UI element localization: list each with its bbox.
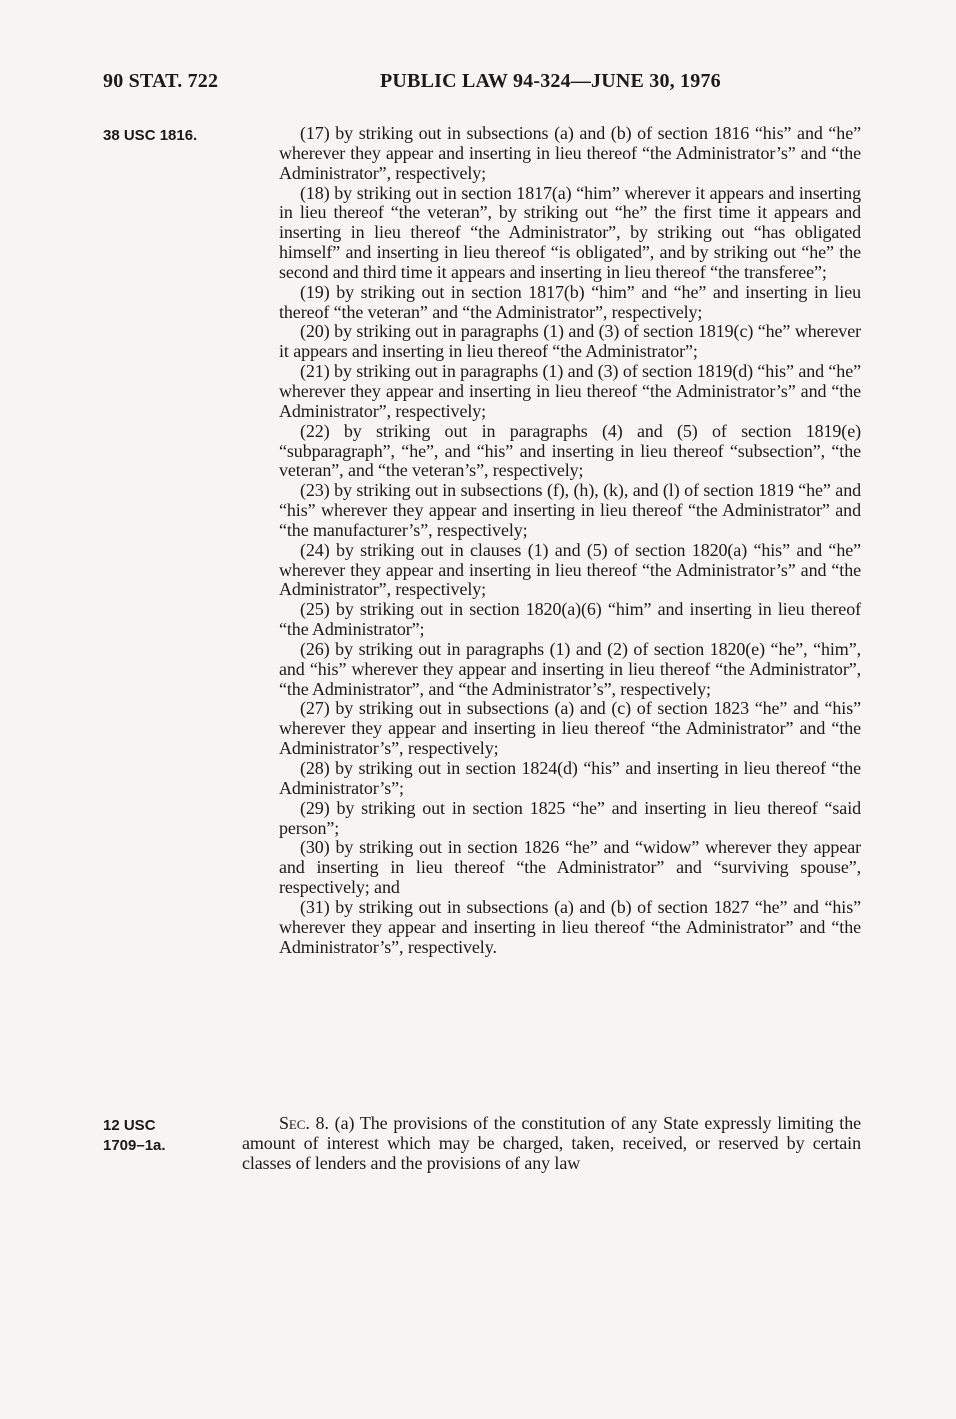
paragraph-17: (17) by striking out in subsections (a) and (b) of section 1816 “his” and “he” wherever they appear and inserting in lieu thereof “the Administrator’s” and “the Administrator”, respectively; [279,123,861,183]
paragraph-28: (28) by striking out in section 1824(d) “his” and inserting in lieu thereof “the Administrator’s”; [279,758,861,798]
paragraph-25: (25) by striking out in section 1820(a)(6) “him” and inserting in lieu thereof “the Administrator”; [279,599,861,640]
paragraph-18: (18) by striking out in section 1817(a) “him” wherever it appears and inserting in lieu thereof “the veteran”, by striking out “he” the first time it appears and inserting in lieu thereof “the Administrator”, by striking out “has obligated himself” and inserting in lieu thereof “is obligated”, and by striking out “he” the second and third time it appears and inserting in lieu thereof “the transferee”; [279,182,861,282]
margin-citation-38-usc [103,126,197,146]
paragraph-29: (29) by striking out in section 1825 “he” and inserting in lieu thereof “said person”; [279,797,861,838]
section-8-paragraph [242,1114,861,1174]
page-number-header: 90 STAT. 722 [103,70,219,92]
paragraph-23: (23) by striking out in subsections (f), (h), (k), and (l) of section 1819 “he” and “his” wherever they appear and inserting in lieu thereof “the Administrator” and “the manufacturer’s”, respectively; [279,480,861,540]
margin-citation-line: 12 USC [103,1117,156,1134]
paragraph-24: (24) by striking out in clauses (1) and (5) of section 1820(a) “his” and “he” wherever they appear and inserting in lieu thereof “the Administrator’s” and “the Administrator”, respectively; [279,539,861,600]
paragraph-22: (22) by striking out in paragraphs (4) and (5) of section 1819(e) “subparagraph”, “he”, and “his” and inserting in lieu thereof “subsection”, “the veteran”, and “the veteran’s”, respectively; [279,420,861,481]
paragraph-30: (30) by striking out in section 1826 “he” and “widow” wherever they appear and inserting in lieu thereof “the Administrator” and “surviving spouse”, respectively; and [279,837,861,898]
paragraph-31: (31) by striking out in subsections (a) and (b) of section 1827 “he” and “his” wherever they appear and inserting in lieu thereof “the Administrator” and “the Administrator’s”, respectively. [279,896,861,957]
body-text [279,124,861,957]
paragraph-20: (20) by striking out in paragraphs (1) and (3) of section 1819(c) “he” wherever it appears and inserting in lieu thereof “the Administrator”; [279,321,861,362]
paragraph-27: (27) by striking out in subsections (a) and (c) of section 1823 “he” and “his” wherever they appear and inserting in lieu thereof “the Administrator” and “the Administrator’s”, respectively; [279,698,861,759]
margin-citation-12-usc [103,1116,166,1156]
margin-citation-line: 38 USC 1816. [103,127,198,144]
section-8-text: 8. (a) The provisions of the constitution of any State expressly limiting the amount of interest which may be charged, taken, received, or reserved by certain classes of lenders and the provisions of any law [242,1113,861,1173]
section-8-block [242,1114,861,1174]
section-label: Sec. [279,1113,310,1133]
paragraph-19: (19) by striking out in section 1817(b) “him” and “he” and inserting in lieu thereof “the veteran” and “the Administrator”, respectively; [279,281,861,322]
paragraph-26: (26) by striking out in paragraphs (1) and (2) of section 1820(e) “he”, “him”, and “his” wherever they appear and inserting in lieu thereof “the Administrator”, “the Administrator”, and “the Administrator’s”, respectively; [279,638,861,699]
paragraph-21: (21) by striking out in paragraphs (1) and (3) of section 1819(d) “his” and “he” wherever they appear and inserting in lieu thereof “the Administrator’s” and “the Administrator”, respectively; [279,361,861,421]
running-title-header: PUBLIC LAW 94-324—JUNE 30, 1976 [380,70,721,92]
margin-citation-line: 1709–1a. [103,1137,166,1154]
